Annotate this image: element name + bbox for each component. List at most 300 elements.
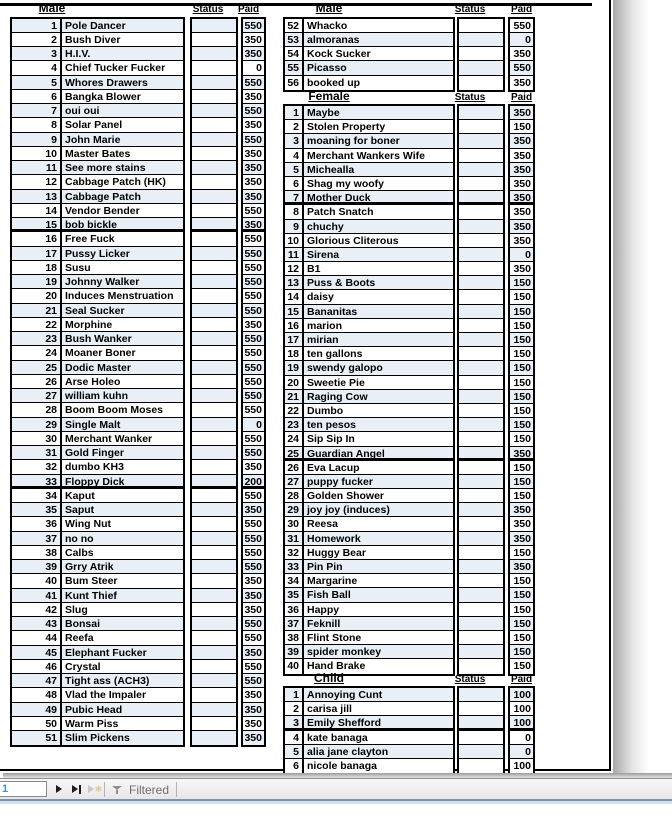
table-row [459,759,503,773]
status-cell [192,532,236,545]
table-row [192,731,236,745]
paid-value: 350 [244,33,262,46]
row-number: 23 [285,418,304,431]
paid-value: 550 [244,675,262,687]
table-row [12,161,183,175]
paid-value: 350 [513,504,531,517]
table-row [12,47,183,61]
paid-value: 550 [244,432,262,445]
table-row [510,205,533,219]
status-column-male-0 [190,17,238,748]
table-row [192,603,236,617]
table-row [285,645,453,659]
status-cell [459,76,503,90]
table-row [12,175,183,189]
table-row [12,33,183,47]
paid-value: 350 [244,461,262,474]
table-row [243,688,264,702]
new-record-button[interactable] [84,781,106,797]
table-row [192,717,236,731]
paid-value: 350 [513,234,531,247]
row-name: Bum Steer [65,575,118,588]
paid-value: 350 [513,48,531,60]
paid-value: 550 [513,62,531,75]
status-column-header: Status [454,673,486,685]
row-name: Morphine [65,318,113,331]
status-cell [192,218,236,229]
paid-value: 350 [513,518,531,531]
table-row [12,133,183,147]
table-row [459,617,503,631]
record-number: 1 [2,783,9,795]
row-name: oui oui [65,105,100,117]
row-name: Fish Ball [307,589,351,602]
row-name: Dodic Master [65,361,131,374]
row-number: 2 [12,33,62,46]
table-row [459,546,503,560]
row-name: Reesa [307,518,338,531]
paid-value: 550 [244,333,262,345]
table-row [243,546,264,560]
paid-value: 150 [513,617,531,630]
row-name: william kuhn [65,390,129,402]
table-row [510,447,533,461]
row-number: 31 [12,446,62,459]
next-record-button[interactable] [50,781,68,797]
paid-column-header: Paid [510,673,533,685]
table-row [12,304,183,318]
row-name: Crystal [65,660,101,673]
status-cell [192,61,236,74]
table-row [192,133,236,147]
status-column-header: Status [192,4,224,15]
row-name: Picasso [307,62,347,75]
status-cell [459,532,503,545]
row-name: Vendor Bender [65,204,140,217]
status-cell [192,19,236,32]
paid-value: 550 [244,233,262,246]
row-name: Margarine [307,575,358,588]
row-number: 28 [12,403,62,416]
table-row [285,461,453,475]
row-name: Merchant Wanker [65,432,153,445]
status-cell [459,234,503,247]
table-row [285,248,453,262]
row-name: Susu [65,261,91,274]
table-row [285,290,453,304]
status-cell [459,47,503,60]
new-record-star-icon: ✱ [94,783,103,794]
table-row [459,688,503,702]
row-name: Hand Brake [307,660,366,673]
table-row [459,248,503,262]
last-record-button[interactable] [67,781,85,797]
row-name: moaning for boner [307,135,400,148]
current-record-box[interactable] [0,781,47,797]
paid-value: 0 [525,745,531,758]
paid-value: 350 [513,135,531,148]
table-row [192,190,236,204]
status-cell [192,489,236,502]
status-cell [192,118,236,131]
row-number: 30 [285,517,304,530]
row-number: 29 [12,418,62,431]
row-number: 19 [12,275,62,288]
table-row [459,489,503,503]
table-row [243,304,264,318]
row-name: joy joy (induces) [307,504,390,517]
row-name: nicole banaga [307,759,378,772]
row-number: 35 [285,588,304,601]
next-record-icon [56,785,62,793]
row-number: 36 [12,517,62,530]
table-row [285,603,453,617]
table-row [285,489,453,503]
table-row [243,603,264,617]
paid-value: 350 [513,163,531,176]
status-cell [459,603,503,616]
row-name: carisa jill [307,703,352,716]
status-cell [192,503,236,516]
status-cell [459,276,503,289]
table-row [459,432,503,446]
status-cell [192,104,236,117]
row-number: 5 [12,76,62,89]
table-row [510,432,533,446]
row-number: 20 [285,376,304,389]
row-number: 24 [285,432,304,445]
paid-value: 550 [244,105,262,117]
table-row [12,218,183,232]
table-row [12,717,183,731]
table-row [285,418,453,432]
row-number: 11 [12,161,62,174]
table-row [243,289,264,303]
row-number: 54 [285,47,304,60]
table-row [285,503,453,517]
row-number: 19 [285,361,304,374]
row-number: 17 [285,333,304,346]
table-row [12,517,183,531]
table-row [459,461,503,475]
table-row [12,475,183,489]
row-number: 10 [285,234,304,247]
table-row [459,390,503,404]
row-number: 44 [12,631,62,644]
status-cell [459,347,503,360]
paid-value: 550 [244,518,262,531]
table-row [285,177,453,191]
table-row [243,361,264,375]
table-row [510,276,533,290]
table-row [459,33,503,47]
table-row [459,560,503,574]
row-name: B1 [307,263,321,276]
row-number: 10 [12,147,62,160]
row-name: Kock Sucker [307,48,371,60]
table-row [459,517,503,531]
table-row [243,589,264,603]
status-cell [459,220,503,233]
table-row [192,660,236,674]
table-row [285,61,453,75]
status-cell [459,574,503,587]
paid-value: 150 [513,362,531,375]
status-cell [192,674,236,687]
table-row [12,61,183,75]
table-row [459,61,503,75]
table-row [285,205,453,219]
row-number: 6 [12,90,62,103]
paid-value: 150 [513,546,531,559]
table-row [459,702,503,716]
row-name: Kaput [65,489,95,502]
row-name: Flint Stone [307,631,362,644]
row-number: 4 [12,61,62,74]
table-row [192,574,236,588]
paid-value: 350 [513,107,531,119]
table-row [12,546,183,560]
table-row [12,646,183,660]
table-row [192,546,236,560]
row-number: 3 [285,134,304,147]
row-number: 1 [12,19,62,32]
row-number: 30 [12,432,62,445]
paid-value: 350 [244,90,262,103]
table-row [12,118,183,132]
table-row [285,574,453,588]
table-row [285,305,453,319]
table-row [459,163,503,177]
row-name: Sip Sip In [307,433,355,446]
status-cell [459,688,503,701]
row-number: 33 [285,560,304,573]
table-row [243,275,264,289]
row-name: Bananitas [307,305,358,318]
paid-value: 100 [513,689,531,701]
row-name: booked up [307,76,361,89]
table-row [12,489,183,503]
table-row [192,318,236,332]
table-row [243,133,264,147]
status-cell [192,446,236,459]
table-row [243,190,264,204]
table-row [12,289,183,303]
table-row [510,319,533,333]
row-number: 2 [285,120,304,133]
table-row [510,19,533,33]
table-row [285,19,453,33]
table-row [459,106,503,120]
table-row [459,574,503,588]
table-row [285,33,453,47]
table-row [510,333,533,347]
table-row [285,631,453,645]
table-row [285,702,453,716]
paid-value: 100 [513,717,531,728]
paid-value: 150 [513,348,531,361]
row-number: 50 [12,717,62,730]
row-name: Saput [65,504,95,516]
paid-value: 350 [513,447,531,458]
table-row [12,332,183,346]
table-row [510,603,533,617]
paid-value: 350 [244,162,262,174]
table-row [243,660,264,674]
status-cell [459,61,503,74]
table-row [192,90,236,104]
table-row [285,617,453,631]
paid-value: 150 [513,277,531,290]
table-row [510,645,533,659]
table-row [192,304,236,318]
status-column-header: Status [454,4,486,15]
row-number: 47 [12,674,62,687]
paid-value: 550 [244,390,262,402]
paid-value: 150 [513,376,531,389]
row-name: Cabbage Patch [65,190,141,203]
table-row [192,688,236,702]
table-row [243,446,264,460]
status-cell [192,646,236,659]
status-cell [459,716,503,727]
status-cell [192,361,236,374]
row-name: Induces Menstruation [65,290,174,303]
status-cell [192,190,236,203]
row-number: 46 [12,660,62,673]
status-cell [459,475,503,488]
paid-value: 550 [244,204,262,217]
table-row [510,418,533,432]
filter-toggle-button[interactable] [108,781,173,798]
table-row [243,574,264,588]
row-name: Chief Tucker Fucker [65,62,166,75]
table-row [192,646,236,660]
table-row [192,261,236,275]
table-row [510,588,533,602]
row-number: 39 [285,645,304,658]
row-number: 35 [12,503,62,516]
row-number: 52 [285,19,304,32]
status-cell [459,489,503,502]
row-number: 14 [285,290,304,303]
paid-column-male-0 [241,17,266,748]
row-name: Whores Drawers [65,76,148,89]
row-number: 18 [285,347,304,360]
table-row [243,460,264,474]
row-name: See more stains [65,162,146,174]
table-row [285,404,453,418]
status-cell [192,460,236,473]
table-row [459,659,503,673]
table-row [510,220,533,234]
row-number: 4 [285,731,304,744]
section-title-child-3: Child [314,670,344,685]
table-row [12,589,183,603]
row-number: 15 [285,305,304,318]
paid-value: 150 [513,575,531,588]
table-row [510,688,533,702]
status-cell [459,546,503,559]
row-number: 14 [12,204,62,217]
paid-value: 150 [513,475,531,488]
status-cell [192,688,236,701]
table-row [192,517,236,531]
table-row [243,646,264,660]
table-row [459,276,503,290]
row-number: 53 [285,33,304,46]
table-row [12,532,183,546]
row-name: Michealla [307,163,355,176]
row-number: 17 [12,247,62,260]
row-name: Whacko [307,19,348,32]
row-number: 24 [12,346,62,359]
status-column-child-3 [457,686,505,775]
row-number: 37 [285,617,304,630]
paid-column-female-2 [508,104,535,676]
row-name: Puss & Boots [307,277,376,290]
paid-value: 150 [513,490,531,503]
row-number: 7 [12,104,62,117]
table-row [510,574,533,588]
table-row [285,759,453,773]
status-cell [192,204,236,217]
row-number: 39 [12,560,62,573]
row-name: marion [307,319,343,332]
table-row [510,659,533,673]
row-name: Sweetie Pie [307,376,365,389]
table-row [12,90,183,104]
row-name: Dumbo [307,404,344,417]
table-row [243,503,264,517]
table-row [243,61,264,75]
row-name: Vlad the Impaler [65,689,147,702]
paid-column-header: Paid [510,91,533,103]
status-cell [192,33,236,46]
row-number: 5 [285,163,304,176]
row-number: 6 [285,177,304,190]
table-row [243,560,264,574]
row-number: 16 [12,232,62,245]
row-number: 12 [285,262,304,275]
table-row [285,475,453,489]
table-row [285,319,453,333]
table-row [243,175,264,189]
table-row [243,232,264,246]
table-row [285,560,453,574]
table-row [243,33,264,47]
table-row [192,532,236,546]
table-row [192,204,236,218]
row-name: Gold Finger [65,447,124,459]
table-row [192,275,236,289]
paid-value: 350 [244,646,262,659]
paid-value: 100 [513,759,531,772]
table-row [243,247,264,261]
table-row [510,106,533,120]
paid-value: 550 [244,347,262,360]
status-cell [459,248,503,261]
table-row [12,560,183,574]
table-row [285,220,453,234]
row-name: Guardian Angel [307,447,385,458]
row-name: bob bickle [65,219,117,230]
table-row [459,305,503,319]
navigator-separator [176,782,177,797]
table-row [459,404,503,418]
status-cell [459,376,503,389]
paid-value: 350 [244,703,262,716]
